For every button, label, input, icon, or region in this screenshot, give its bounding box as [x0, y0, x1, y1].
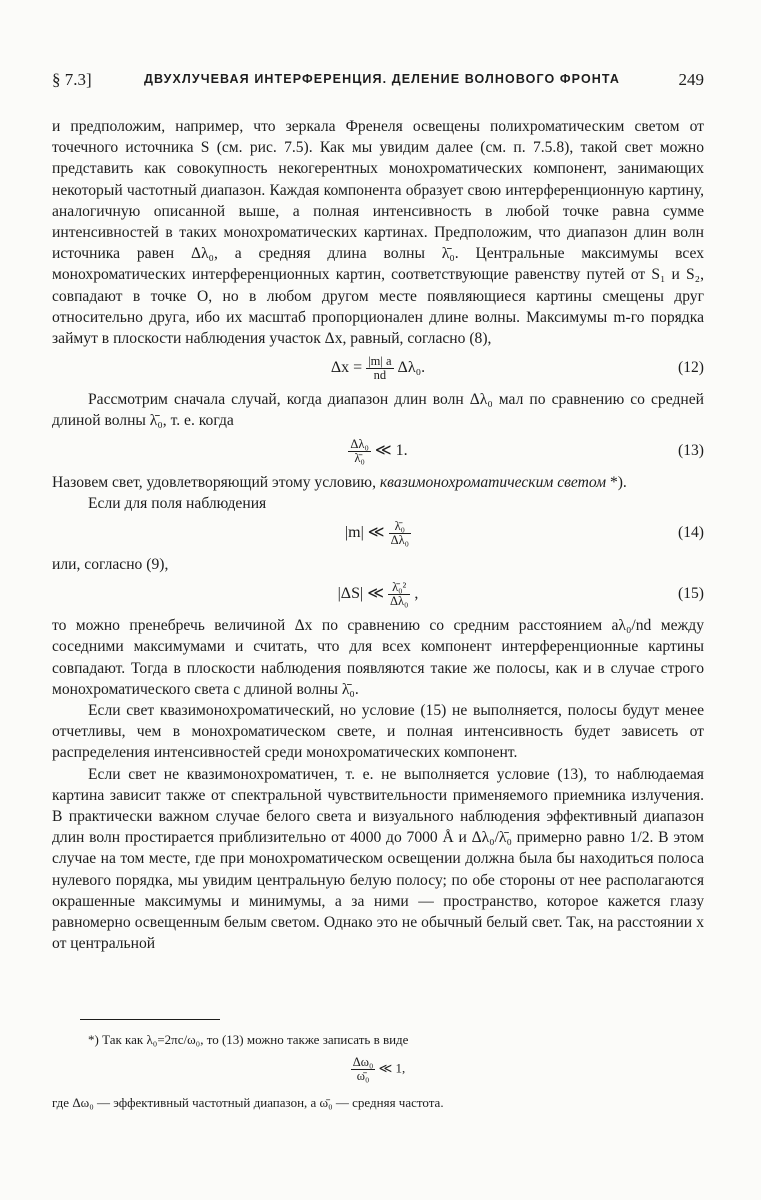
- paragraph-2: Рассмотрим сначала случай, когда диапазон длин волн Δλ₀ мал по сравнению со средней длиной волны λ̄₀, т. е. когда: [52, 391, 704, 430]
- paragraph-3: Назовем свет, удовлетворяющий этому условию, квазимонохроматическим светом *).: [52, 473, 627, 491]
- section-number: § 7.3]: [52, 70, 92, 89]
- eq12-fraction: $\frac{|m| a}{nd}$: [368, 354, 392, 383]
- equation-13: [52, 432, 704, 472]
- equation-15: [52, 575, 704, 615]
- eq12-label: (12): [678, 359, 704, 377]
- eq12-lhs: Δx =: [330, 359, 363, 377]
- footnote-line-2: где Δω₀ — эффективный частотный диапазон, а ω̄₀ — средняя частота.: [52, 1095, 444, 1110]
- footnote-line-1: *) Так как λ₀=2πc/ω₀, то (13) можно также записать в виде: [88, 1032, 409, 1047]
- eq15-fraction: $\frac{\text{λ̄₀²}}{\text{Δλ₀}}$: [389, 580, 409, 609]
- footnote-fraction: $\frac{\text{Δω₀}}{\text{ω̄₀}}$: [352, 1055, 374, 1083]
- eq13-rhs: ≪ 1.: [374, 441, 408, 459]
- eq12-rhs: Δλ₀.: [397, 359, 426, 377]
- paragraph-7: Если свет квазимонохроматический, но условие (15) не выполняется, полосы будут менее отчетливы, чем в монохроматическом свете, и полная интенсивность будет зависеть от распределения интенсивностей среди монохроматических компонент.: [52, 702, 704, 762]
- equation-14: [52, 514, 704, 554]
- footnote-equation: $\frac{\text{Δω₀}}{\text{ω̄₀}}$ ≪ 1,: [352, 1055, 406, 1083]
- paragraph-4: Если для поля наблюдения: [88, 494, 267, 512]
- running-title: ДВУХЛУЧЕВАЯ ИНТЕРФЕРЕНЦИЯ. ДЕЛЕНИЕ ВОЛНОВОГО ФРОНТА: [144, 72, 620, 86]
- paragraph-1: и предположим, например, что зеркала Френеля освещены полихроматическим светом от точечного источника S (см. рис. 7.5). Как мы увидим далее (см. п. 7.5.8), такой свет можно представить как совокупность некогерентных монохроматических компонент, занимающих некоторый частотный диапазон. Каждая компонента образует свою интерференционную картину, аналогичную описанной выше, а полная интенсивность в любой точке равна сумме интенсивностей в таких монохроматических картинах. Предположим, что диапазон длин волн источника равен Δλ₀, а средняя длина волны λ̄₀. Центральные максимумы всех монохроматических интерференционных картин, соответствующие равенству путей от S₁ и S₂, совпадают в точке O, но в любом другом месте появляющиеся картины смещены друг относительно друга, ибо их масштаб пропорционален длине волны. Максимумы m-го порядка займут в плоскости наблюдения участок Δx, равный, согласно (8),: [52, 118, 704, 348]
- eq14-lhs: |m| ≪: [344, 524, 385, 542]
- main-text: [52, 116, 704, 955]
- term-quasimonochromatic: квазимонохроматическим светом: [379, 473, 607, 491]
- eq13-fraction: $\frac{\text{Δλ₀}}{\text{λ̄₀}}$: [350, 436, 369, 465]
- eq15-lhs: |ΔS| ≪: [337, 585, 384, 603]
- eq14-label: (14): [678, 524, 704, 542]
- paragraph-5: или, согласно (9),: [52, 556, 169, 574]
- equation-12: [52, 349, 704, 389]
- eq15-rhs: ,: [414, 585, 419, 603]
- page-number: 249: [678, 70, 704, 89]
- running-header: [52, 70, 704, 92]
- eq13-label: (13): [678, 441, 704, 459]
- footnote-rule: [80, 1019, 220, 1020]
- paragraph-6: то можно пренебречь величиной Δx по сравнению со средним расстоянием aλ₀/nd между соседними максимумами и считать, что для всех компонент интерференционные картины совпадают. Тогда в плоскости наблюдения появляются такие же полосы, как и в случае строго монохроматического света с длиной волны λ̄₀.: [52, 617, 704, 698]
- eq15-label: (15): [678, 585, 704, 603]
- footnote: [52, 1030, 704, 1113]
- paragraph-8: Если свет не квазимонохроматичен, т. е. не выполняется условие (13), то наблюдаемая картина зависит также от спектральной чувствительности применяемого приемника излучения. В практически важном случае белого света и визуального наблюдения эффективный диапазон длин волн простирается приблизительно от 4000 до 7000 Å и Δλ₀/λ̄₀ примерно равно 1/2. В этом случае на том месте, где при монохроматическом освещении должна была бы находиться полоса нулевого порядка, мы увидим центральную белую полосу; по обе стороны от нее располагаются окрашенные максимумы и минимумы, а за ними — пространство, которое кажется глазу равномерно освещенным белым светом. Однако это не обычный белый свет. Так, на расстоянии x от центральной: [52, 765, 704, 953]
- eq14-fraction: $\frac{\text{λ̄₀}}{\text{Δλ₀}}$: [390, 519, 410, 548]
